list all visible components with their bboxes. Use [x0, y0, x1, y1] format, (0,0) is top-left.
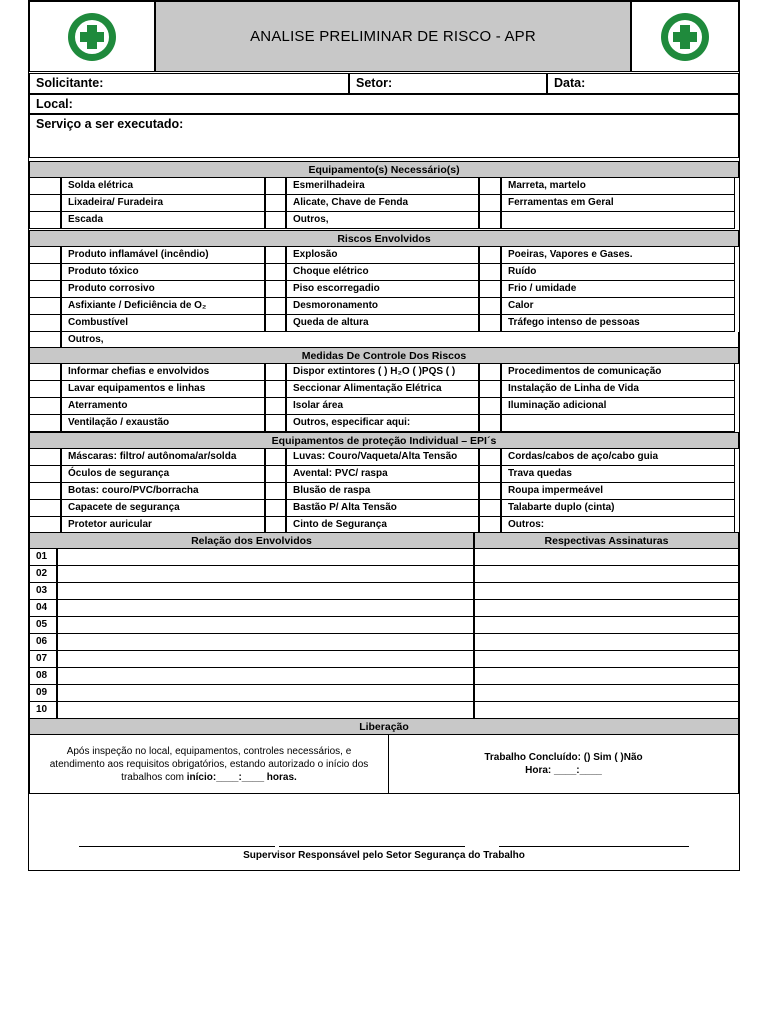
checkbox[interactable]	[29, 178, 61, 195]
checkbox[interactable]	[479, 264, 501, 281]
risco-item: Ruído	[501, 264, 735, 281]
checkbox[interactable]	[479, 178, 501, 195]
checkbox[interactable]	[479, 315, 501, 332]
checkbox[interactable]	[29, 398, 61, 415]
epi-item: Óculos de segurança	[61, 466, 265, 483]
signature-line-responsavel[interactable]	[279, 846, 465, 847]
checkbox[interactable]	[265, 466, 286, 483]
logo-right-box	[631, 1, 739, 72]
risco-item: Explosão	[286, 247, 479, 264]
checkbox[interactable]	[29, 298, 61, 315]
epi-item: Blusão de raspa	[286, 483, 479, 500]
trabalho-concluido[interactable]: Trabalho Concluído: () Sim ( )Não	[484, 752, 643, 763]
apr-form	[28, 0, 740, 871]
assinatura-cell[interactable]	[474, 600, 739, 617]
riscos-outros[interactable]: Outros,	[61, 332, 739, 349]
checkbox[interactable]	[265, 315, 286, 332]
epi-item: Trava quedas	[501, 466, 735, 483]
medida-item: Seccionar Alimentação Elétrica	[286, 381, 479, 398]
medidas-grid	[29, 364, 739, 432]
checkbox[interactable]	[265, 500, 286, 517]
assinatura-cell[interactable]	[474, 617, 739, 634]
checkbox[interactable]	[265, 381, 286, 398]
assinatura-cell[interactable]	[474, 549, 739, 566]
row-number: 06	[29, 634, 57, 651]
medida-item: Dispor extintores ( ) H₂O ( )PQS ( )	[286, 364, 479, 381]
equip-item: Escada	[61, 212, 265, 229]
checkbox[interactable]	[29, 315, 61, 332]
checkbox[interactable]	[29, 466, 61, 483]
checkbox[interactable]	[479, 247, 501, 264]
epi-item: Outros:	[501, 517, 735, 534]
risco-item: Poeiras, Vapores e Gases.	[501, 247, 735, 264]
envolvido-name-cell[interactable]	[57, 651, 474, 668]
medida-item: Isolar área	[286, 398, 479, 415]
envolvido-name-cell[interactable]	[57, 617, 474, 634]
epi-item: Cinto de Segurança	[286, 517, 479, 534]
medida-item: Ventilação / exaustão	[61, 415, 265, 432]
checkbox[interactable]	[479, 281, 501, 298]
signature-area	[29, 794, 739, 871]
signature-line-supervisor[interactable]	[79, 846, 275, 847]
checkbox[interactable]	[265, 398, 286, 415]
checkbox[interactable]	[479, 381, 501, 398]
medida-item: Iluminação adicional	[501, 398, 735, 415]
medida-item: Outros, especificar aqui:	[286, 415, 479, 432]
inicio-horas[interactable]: início:____:____ horas.	[186, 771, 297, 783]
checkbox[interactable]	[29, 483, 61, 500]
checkbox[interactable]	[265, 178, 286, 195]
equipamentos-grid	[29, 178, 739, 229]
envolvido-name-cell[interactable]	[57, 549, 474, 566]
checkbox[interactable]	[29, 415, 61, 432]
envolvido-name-cell[interactable]	[57, 634, 474, 651]
riscos-grid	[29, 247, 739, 332]
row-number: 10	[29, 702, 57, 719]
assinatura-cell[interactable]	[474, 702, 739, 719]
epi-item: Cordas/cabos de aço/cabo guia	[501, 449, 735, 466]
checkbox[interactable]	[265, 212, 286, 229]
liberacao-text-2: atendimento aos requisitos obrigatórios, estando autorizado o início dos	[49, 758, 369, 770]
checkbox[interactable]	[265, 483, 286, 500]
checkbox[interactable]	[29, 195, 61, 212]
local-field[interactable]: Local:	[29, 94, 739, 114]
envolvido-name-cell[interactable]	[57, 685, 474, 702]
epi-header: Equipamentos de proteção Individual – EPI´s	[29, 432, 739, 449]
signature-caption: Supervisor Responsável pelo Setor Segurança do Trabalho	[243, 850, 525, 861]
envolvidos-grid	[29, 549, 739, 719]
checkbox[interactable]	[29, 212, 61, 229]
epi-item: Protetor auricular	[61, 517, 265, 534]
checkbox[interactable]	[479, 298, 501, 315]
risco-item: Asfixiante / Deficiência de O₂	[61, 298, 265, 315]
risco-item: Desmoronamento	[286, 298, 479, 315]
envolvido-name-cell[interactable]	[57, 600, 474, 617]
liberacao-text-3	[121, 771, 297, 784]
envolvido-name-cell[interactable]	[57, 566, 474, 583]
equip-item: Alicate, Chave de Fenda	[286, 195, 479, 212]
risco-item: Produto inflamável (incêndio)	[61, 247, 265, 264]
row-number: 09	[29, 685, 57, 702]
epi-item: Luvas: Couro/Vaqueta/Alta Tensão	[286, 449, 479, 466]
envolvido-name-cell[interactable]	[57, 702, 474, 719]
checkbox[interactable]	[479, 483, 501, 500]
checkbox[interactable]	[265, 195, 286, 212]
logo-left-box	[29, 1, 155, 72]
assinatura-cell[interactable]	[474, 685, 739, 702]
medida-item: Procedimentos de comunicação	[501, 364, 735, 381]
envolvido-name-cell[interactable]	[57, 583, 474, 600]
row-number: 04	[29, 600, 57, 617]
checkbox[interactable]	[479, 195, 501, 212]
checkbox[interactable]	[29, 449, 61, 466]
checkbox[interactable]	[29, 381, 61, 398]
assinaturas-title: Respectivas Assinaturas	[474, 532, 739, 549]
equip-item: Outros,	[286, 212, 479, 229]
medida-item	[501, 415, 735, 432]
checkbox[interactable]	[29, 247, 61, 264]
epi-item: Máscaras: filtro/ autônoma/ar/solda	[61, 449, 265, 466]
checkbox[interactable]	[265, 449, 286, 466]
row-number: 03	[29, 583, 57, 600]
assinatura-cell[interactable]	[474, 668, 739, 685]
medida-item: Lavar equipamentos e linhas	[61, 381, 265, 398]
risco-item: Produto corrosivo	[61, 281, 265, 298]
row-number: 07	[29, 651, 57, 668]
medida-item: Instalação de Linha de Vida	[501, 381, 735, 398]
checkbox[interactable]	[479, 500, 501, 517]
equip-item: Ferramentas em Geral	[501, 195, 735, 212]
equip-item: Marreta, martelo	[501, 178, 735, 195]
form-title: ANALISE PRELIMINAR DE RISCO - APR	[155, 1, 631, 72]
setor-field[interactable]: Setor:	[349, 73, 547, 94]
risco-item: Combustível	[61, 315, 265, 332]
epi-item: Botas: couro/PVC/borracha	[61, 483, 265, 500]
riscos-header: Riscos Envolvidos	[29, 230, 739, 247]
envolvidos-title: Relação dos Envolvidos	[29, 532, 474, 549]
epi-item: Roupa impermeável	[501, 483, 735, 500]
assinatura-cell[interactable]	[474, 566, 739, 583]
medida-item: Informar chefias e envolvidos	[61, 364, 265, 381]
equip-item: Solda elétrica	[61, 178, 265, 195]
hora-conclusao[interactable]: Hora: ____:____	[525, 765, 602, 776]
checkbox[interactable]	[29, 264, 61, 281]
liberacao-right	[389, 735, 739, 794]
checkbox[interactable]	[265, 298, 286, 315]
assinatura-cell[interactable]	[474, 583, 739, 600]
checkbox[interactable]	[479, 466, 501, 483]
equip-item: Esmerilhadeira	[286, 178, 479, 195]
equipamentos-header: Equipamento(s) Necessário(s)	[29, 161, 739, 178]
safety-cross-logo-left	[66, 11, 118, 63]
epi-item: Avental: PVC/ raspa	[286, 466, 479, 483]
checkbox[interactable]	[29, 500, 61, 517]
solicitante-field[interactable]: Solicitante:	[29, 73, 349, 94]
checkbox[interactable]	[29, 281, 61, 298]
checkbox[interactable]	[265, 364, 286, 381]
checkbox[interactable]	[479, 449, 501, 466]
medida-item: Aterramento	[61, 398, 265, 415]
checkbox[interactable]	[479, 212, 501, 229]
envolvidos-header-row	[29, 532, 739, 549]
risco-item: Queda de altura	[286, 315, 479, 332]
assinatura-cell[interactable]	[474, 634, 739, 651]
liberacao-header: Liberação	[29, 718, 739, 735]
row-number: 02	[29, 566, 57, 583]
row-number: 01	[29, 549, 57, 566]
equip-item: Lixadeira/ Furadeira	[61, 195, 265, 212]
servico-field[interactable]: Serviço a ser executado:	[29, 114, 739, 158]
assinatura-cell[interactable]	[474, 651, 739, 668]
equip-item	[501, 212, 735, 229]
epi-item: Talabarte duplo (cinta)	[501, 500, 735, 517]
checkbox[interactable]	[265, 247, 286, 264]
checkbox[interactable]	[479, 398, 501, 415]
risco-item: Calor	[501, 298, 735, 315]
checkbox[interactable]	[265, 415, 286, 432]
checkbox[interactable]	[265, 281, 286, 298]
signature-line-seguranca[interactable]	[499, 846, 689, 847]
epi-grid	[29, 449, 739, 534]
data-field[interactable]: Data:	[547, 73, 739, 94]
row-number: 08	[29, 668, 57, 685]
envolvido-name-cell[interactable]	[57, 668, 474, 685]
risco-item: Choque elétrico	[286, 264, 479, 281]
epi-item: Bastão P/ Alta Tensão	[286, 500, 479, 517]
checkbox[interactable]	[479, 415, 501, 432]
risco-item: Tráfego intenso de pessoas	[501, 315, 735, 332]
checkbox[interactable]	[265, 264, 286, 281]
liberacao-text-1: Após inspeção no local, equipamentos, controles necessários, e	[66, 745, 352, 757]
epi-item: Capacete de segurança	[61, 500, 265, 517]
safety-cross-logo-right	[659, 11, 711, 63]
liberacao-text-3-prefix: trabalhos com	[121, 771, 187, 783]
medidas-header: Medidas De Controle Dos Riscos	[29, 347, 739, 364]
risco-item: Produto tóxico	[61, 264, 265, 281]
risco-item: Piso escorregadio	[286, 281, 479, 298]
checkbox[interactable]	[29, 364, 61, 381]
row-number: 05	[29, 617, 57, 634]
liberacao-left	[29, 735, 389, 794]
risco-item: Frio / umidade	[501, 281, 735, 298]
checkbox[interactable]	[479, 364, 501, 381]
